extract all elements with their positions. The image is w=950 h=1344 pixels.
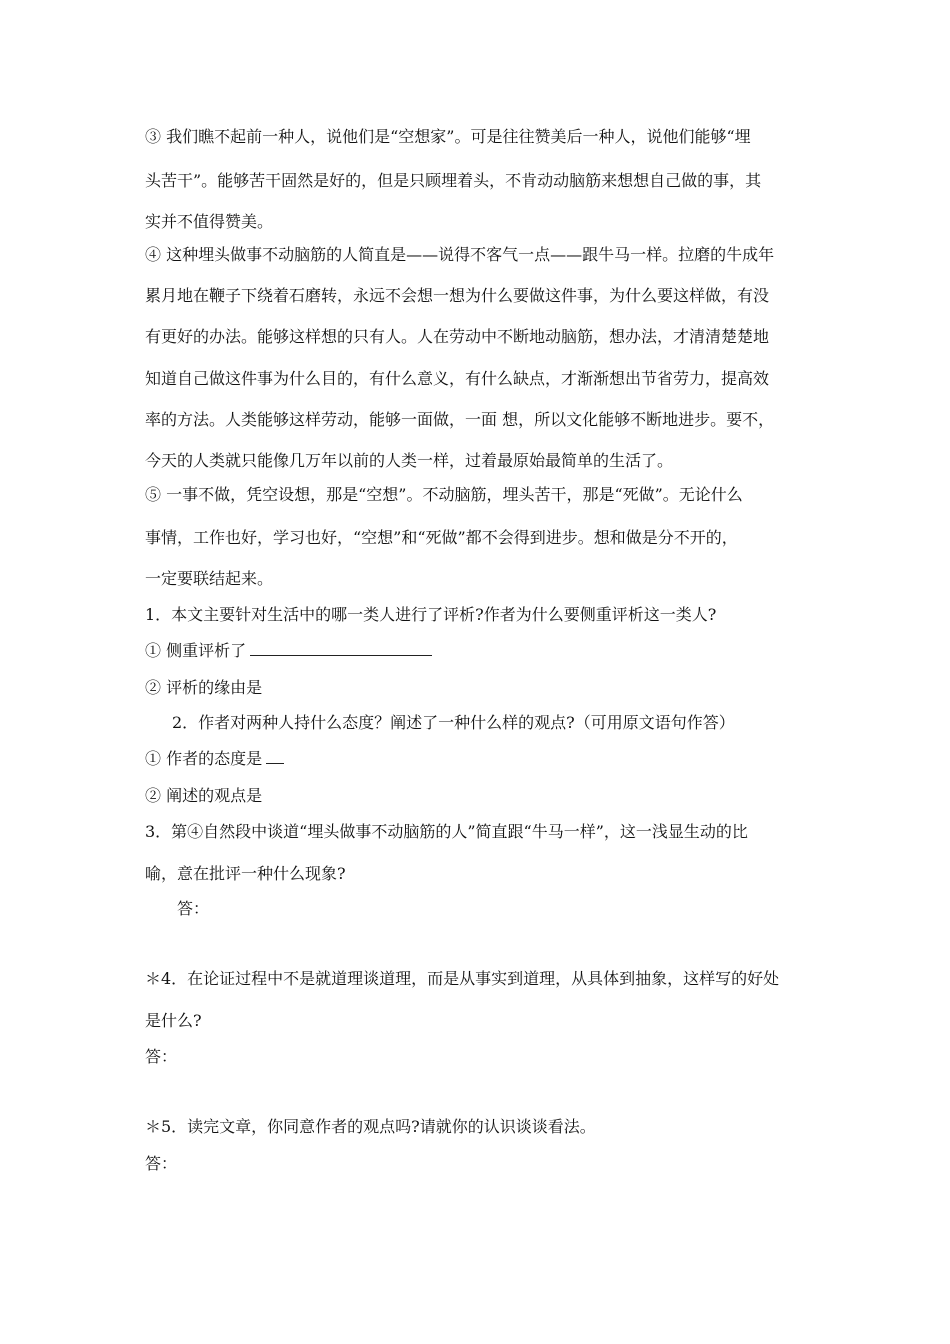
question-1-part-a <box>145 641 432 661</box>
answer-blank[interactable] <box>250 641 432 656</box>
paragraph-5-line-3: 一定要联结起来。 <box>145 569 274 588</box>
question-1-part-a-label: ① 侧重评析了 <box>145 641 247 660</box>
question-5-stem: ＊5．读完文章，你同意作者的观点吗?请就你的认识谈谈看法。 <box>145 1117 596 1136</box>
question-4-stem-line-2: 是什么? <box>145 1011 202 1030</box>
paragraph-4-line-5: 率的方法。人类能够这样劳动，能够一面做，一面 想，所以文化能够不断地进步。要不， <box>145 410 775 429</box>
question-2-part-b: ② 阐述的观点是 <box>145 786 263 805</box>
question-5-answer-label: 答： <box>145 1154 178 1173</box>
paragraph-3-line-3: 实并不值得赞美。 <box>145 212 274 231</box>
paragraph-3-line-2: 头苦干”。能够苦干固然是好的，但是只顾埋着头，不肯动动脑筋来想想自己做的事，其 <box>145 171 762 190</box>
question-2-part-a <box>145 749 284 769</box>
question-2-part-a-label: ① 作者的态度是 <box>145 749 263 768</box>
question-4-answer-label: 答： <box>145 1047 178 1066</box>
paragraph-4-line-6: 今天的人类就只能像几万年以前的人类一样，过着最原始最简单的生活了。 <box>145 451 674 470</box>
question-1-stem: 1．本文主要针对生活中的哪一类人进行了评析?作者为什么要侧重评析这一类人? <box>145 605 717 624</box>
answer-blank[interactable] <box>266 749 284 764</box>
question-2-stem: 2．作者对两种人持什么态度？阐述了一种什么样的观点?（可用原文语句作答） <box>172 713 735 732</box>
paragraph-5-line-1: ⑤ 一事不做，凭空设想，那是“空想”。不动脑筋，埋头苦干，那是“死做”。无论什么 <box>145 485 743 504</box>
question-1-part-b: ② 评析的缘由是 <box>145 678 263 697</box>
paragraph-4-line-4: 知道自己做这件事为什么目的，有什么意义，有什么缺点，才渐渐想出节省劳力，提高效 <box>145 369 770 388</box>
paragraph-5-line-2: 事情，工作也好，学习也好，“空想”和“死做”都不会得到进步。想和做是分不开的， <box>145 528 738 547</box>
paragraph-4-line-2: 累月地在鞭子下绕着石磨转，永远不会想一想为什么要做这件事，为什么要这样做，有没 <box>145 286 770 305</box>
question-3-answer-label: 答： <box>177 899 210 918</box>
question-4-stem-line-1: ＊4．在论证过程中不是就道理谈道理，而是从事实到道理，从具体到抽象，这样写的好处 <box>145 969 780 988</box>
question-3-stem-line-2: 喻，意在批评一种什么现象? <box>145 864 346 883</box>
paragraph-4-line-3: 有更好的办法。能够这样想的只有人。人在劳动中不断地动脑筋，想办法，才清清楚楚地 <box>145 327 770 346</box>
paragraph-4-line-1: ④ 这种埋头做事不动脑筋的人简直是——说得不客气一点——跟牛马一样。拉磨的牛成年 <box>145 245 775 264</box>
question-3-stem-line-1: 3．第④自然段中谈道“埋头做事不动脑筋的人”简直跟“牛马一样”，这一浅显生动的比 <box>145 822 748 841</box>
paragraph-3-line-1: ③ 我们瞧不起前一种人，说他们是“空想家”。可是往往赞美后一种人，说他们能够“埋 <box>145 127 751 146</box>
